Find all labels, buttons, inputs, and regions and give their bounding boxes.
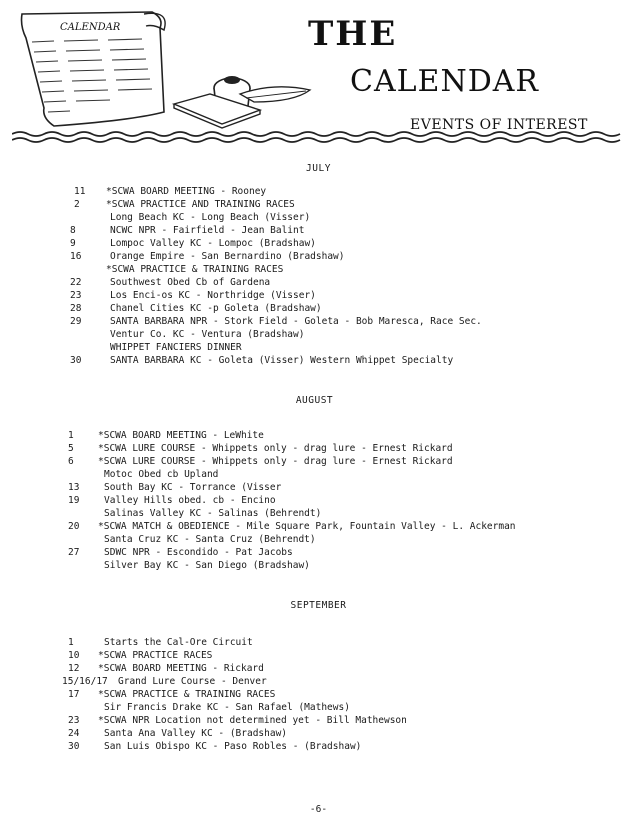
- event-text: *SCWA MATCH & OBEDIENCE - Mile Square Park, Fountain Valley - L. Ackerman: [98, 521, 516, 532]
- event-date: 17: [68, 689, 80, 700]
- event-text: Santa Ana Valley KC - (Bradshaw): [104, 728, 288, 739]
- event-text: *SCWA PRACTICE AND TRAINING RACES: [106, 199, 295, 210]
- event-text: Salinas Valley KC - Salinas (Behrendt): [104, 508, 322, 519]
- event-text: Grand Lure Course - Denver: [118, 676, 267, 687]
- month-heading-july: JULY: [306, 163, 331, 174]
- event-date: 20: [68, 521, 80, 532]
- decorative-wave-divider-icon: [12, 130, 625, 144]
- event-text: *SCWA LURE COURSE - Whippets only - drag lure - Ernest Rickard: [98, 456, 453, 467]
- event-text: Ventur Co. KC - Ventura (Bradshaw): [110, 329, 305, 340]
- event-text: *SCWA BOARD MEETING - LeWhite: [98, 430, 264, 441]
- event-text: *SCWA LURE COURSE - Whippets only - drag lure - Ernest Rickard: [98, 443, 453, 454]
- event-date: 30: [70, 355, 82, 366]
- event-text: Lompoc Valley KC - Lompoc (Bradshaw): [110, 238, 316, 249]
- event-date: 12: [68, 663, 80, 674]
- event-date: 15/16/17: [62, 676, 108, 687]
- event-date: 27: [68, 547, 80, 558]
- page-subtitle: EVENTS OF INTEREST: [410, 117, 588, 133]
- event-text: Starts the Cal-Ore Circuit: [104, 637, 253, 648]
- event-text: *SCWA PRACTICE & TRAINING RACES: [106, 264, 284, 275]
- event-text: Valley Hills obed. cb - Encino: [104, 495, 276, 506]
- event-date: 29: [70, 316, 82, 327]
- event-text: Motoc Obed cb Upland: [104, 469, 219, 480]
- event-text: South Bay KC - Torrance (Visser: [104, 482, 282, 493]
- event-date: 16: [70, 251, 82, 262]
- page-number: -6-: [309, 804, 328, 815]
- event-date: 30: [68, 741, 80, 752]
- event-date: 2: [74, 199, 80, 210]
- event-text: Santa Cruz KC - Santa Cruz (Behrendt): [104, 534, 316, 545]
- event-text: Los Enci-os KC - Northridge (Visser): [110, 290, 316, 301]
- event-date: 24: [68, 728, 80, 739]
- event-date: 10: [68, 650, 80, 661]
- event-text: WHIPPET FANCIERS DINNER: [110, 342, 242, 353]
- event-date: 1: [68, 637, 74, 648]
- event-text: *SCWA PRACTICE RACES: [98, 650, 213, 661]
- month-heading-august: AUGUST: [295, 395, 334, 406]
- event-text: Southwest Obed Cb of Gardena: [110, 277, 271, 288]
- event-text: SDWC NPR - Escondido - Pat Jacobs: [104, 547, 293, 558]
- event-text: SANTA BARBARA KC - Goleta (Visser) Western Whippet Specialty: [110, 355, 454, 366]
- page-title: THE: [308, 14, 398, 54]
- event-date: 22: [70, 277, 82, 288]
- event-date: 19: [68, 495, 80, 506]
- page-title-secondary: CALENDAR: [350, 64, 539, 99]
- calendar-illustration-label: CALENDAR: [60, 22, 121, 33]
- event-date: 9: [70, 238, 76, 249]
- event-text: *SCWA BOARD MEETING - Rickard: [98, 663, 264, 674]
- event-text: *SCWA NPR Location not determined yet - Bill Mathewson: [98, 715, 407, 726]
- event-text: Silver Bay KC - San Diego (Bradshaw): [104, 560, 310, 571]
- event-text: Orange Empire - San Bernardino (Bradshaw): [110, 251, 345, 262]
- event-date: 5: [68, 443, 74, 454]
- event-date: 13: [68, 482, 80, 493]
- event-text: Chanel Cities KC -p Goleta (Bradshaw): [110, 303, 322, 314]
- page-header: [0, 0, 637, 150]
- event-text: Sir Francis Drake KC - San Rafael (Mathews): [104, 702, 350, 713]
- month-heading-september: SEPTEMBER: [290, 600, 347, 611]
- event-text: Long Beach KC - Long Beach (Visser): [110, 212, 311, 223]
- event-text: NCWC NPR - Fairfield - Jean Balint: [110, 225, 305, 236]
- event-text: *SCWA PRACTICE & TRAINING RACES: [98, 689, 276, 700]
- event-date: 11: [74, 186, 86, 197]
- event-date: 23: [68, 715, 80, 726]
- event-text: San Luis Obispo KC - Paso Robles - (Bradshaw): [104, 741, 362, 752]
- event-text: *SCWA BOARD MEETING - Rooney: [106, 186, 267, 197]
- event-date: 6: [68, 456, 74, 467]
- event-date: 23: [70, 290, 82, 301]
- calendar-illustration-icon: [14, 8, 314, 132]
- event-text: SANTA BARBARA NPR - Stork Field - Goleta - Bob Maresca, Race Sec.: [110, 316, 482, 327]
- event-date: 28: [70, 303, 82, 314]
- event-date: 1: [68, 430, 74, 441]
- event-date: 8: [70, 225, 76, 236]
